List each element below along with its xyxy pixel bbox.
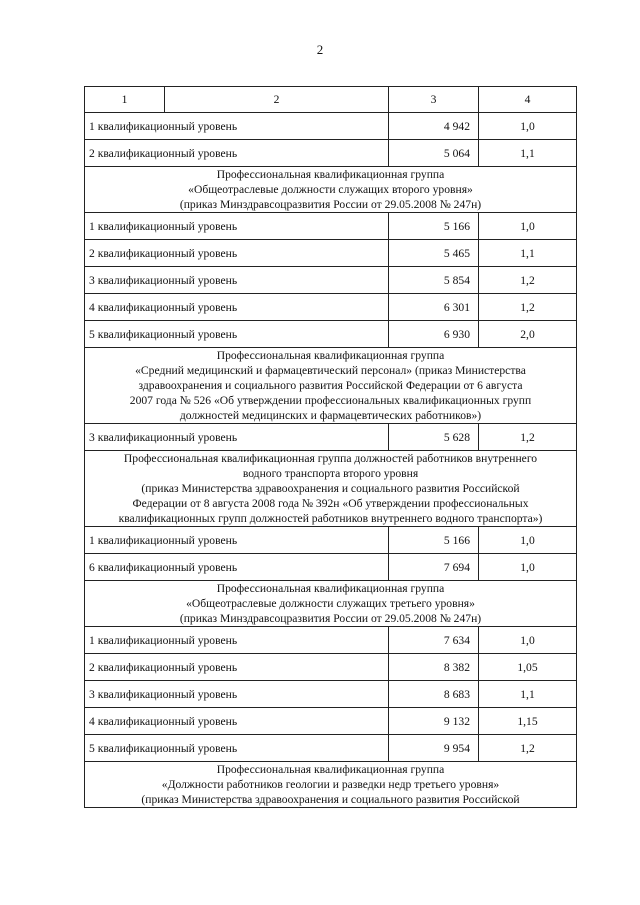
level-cell: 2 квалификационный уровень (85, 654, 389, 681)
coefficient-cell: 1,2 (479, 424, 577, 451)
group-header-line: (приказ Министерства здравоохранения и социального развития Российской (141, 793, 520, 806)
level-cell: 4 квалификационный уровень (85, 708, 389, 735)
salary-cell: 8 382 (389, 654, 479, 681)
table-body (85, 87, 577, 808)
salary-cell: 9 132 (389, 708, 479, 735)
group-header-row (85, 762, 577, 808)
header-cell-1: 1 (85, 87, 165, 113)
group-header-cell (85, 451, 577, 527)
table-row (85, 654, 577, 681)
group-header-line: «Общеотраслевые должности служащих второго уровня» (188, 183, 473, 196)
level-cell: 1 квалификационный уровень (85, 527, 389, 554)
salary-table (84, 86, 577, 808)
table-row (85, 240, 577, 267)
group-header-line: Профессиональная квалификационная группа (216, 763, 445, 776)
salary-cell: 5 628 (389, 424, 479, 451)
coefficient-cell: 2,0 (479, 321, 577, 348)
table-row (85, 140, 577, 167)
group-header-row (85, 451, 577, 527)
table-row (85, 321, 577, 348)
salary-cell: 7 634 (389, 627, 479, 654)
group-header-line: Профессиональная квалификационная группа должностей работников внутреннего (123, 452, 538, 465)
group-header-line: Профессиональная квалификационная группа (216, 168, 445, 181)
table-row (85, 681, 577, 708)
table-row (85, 627, 577, 654)
coefficient-cell: 1,1 (479, 240, 577, 267)
level-cell: 1 квалификационный уровень (85, 113, 389, 140)
table-row (85, 554, 577, 581)
salary-cell: 6 301 (389, 294, 479, 321)
table-row (85, 213, 577, 240)
coefficient-cell: 1,0 (479, 213, 577, 240)
group-header-line: квалификационных групп должностей работников внутреннего водного транспорта») (118, 512, 543, 525)
coefficient-cell: 1,2 (479, 735, 577, 762)
group-header-line: здравоохранения и социального развития Российской Федерации от 6 августа (138, 379, 523, 392)
table-row (85, 735, 577, 762)
level-cell: 2 квалификационный уровень (85, 240, 389, 267)
group-header-row (85, 348, 577, 424)
group-header-line: «Общеотраслевые должности служащих третьего уровня» (186, 597, 475, 610)
level-cell: 3 квалификационный уровень (85, 267, 389, 294)
coefficient-cell: 1,0 (479, 113, 577, 140)
coefficient-cell: 1,0 (479, 554, 577, 581)
header-cell-3: 3 (389, 87, 479, 113)
table-row (85, 708, 577, 735)
coefficient-cell: 1,1 (479, 140, 577, 167)
group-header-line: «Средний медицинский и фармацевтический персонал» (приказ Министерства (135, 364, 526, 377)
group-header-line: Профессиональная квалификационная группа (216, 349, 445, 362)
group-header-cell (85, 348, 577, 424)
level-cell: 3 квалификационный уровень (85, 424, 389, 451)
table-row (85, 527, 577, 554)
coefficient-cell: 1,0 (479, 527, 577, 554)
group-header-line: Федерации от 8 августа 2008 года № 392н «Об утверждении профессиональных (132, 497, 529, 510)
group-header-cell (85, 167, 577, 213)
header-cell-4: 4 (479, 87, 577, 113)
salary-cell: 5 166 (389, 527, 479, 554)
table-row (85, 424, 577, 451)
group-header-line: (приказ Министерства здравоохранения и социального развития Российской (141, 482, 520, 495)
salary-cell: 5 465 (389, 240, 479, 267)
header-row (85, 87, 577, 113)
group-header-line: (приказ Минздравсоцразвития России от 29.05.2008 № 247н) (179, 612, 482, 625)
level-cell: 3 квалификационный уровень (85, 681, 389, 708)
group-header-row (85, 581, 577, 627)
coefficient-cell: 1,2 (479, 294, 577, 321)
coefficient-cell: 1,1 (479, 681, 577, 708)
level-cell: 1 квалификационный уровень (85, 213, 389, 240)
coefficient-cell: 1,05 (479, 654, 577, 681)
salary-cell: 4 942 (389, 113, 479, 140)
table-row (85, 113, 577, 140)
table-row (85, 267, 577, 294)
salary-cell: 8 683 (389, 681, 479, 708)
group-header-cell (85, 581, 577, 627)
level-cell: 5 квалификационный уровень (85, 735, 389, 762)
level-cell: 1 квалификационный уровень (85, 627, 389, 654)
page-number: 2 (316, 42, 324, 57)
group-header-line: «Должности работников геологии и разведки недр третьего уровня» (161, 778, 500, 791)
salary-cell: 5 166 (389, 213, 479, 240)
table-row (85, 294, 577, 321)
coefficient-cell: 1,2 (479, 267, 577, 294)
salary-cell: 9 954 (389, 735, 479, 762)
group-header-line: Профессиональная квалификационная группа (216, 582, 445, 595)
salary-cell: 7 694 (389, 554, 479, 581)
level-cell: 2 квалификационный уровень (85, 140, 389, 167)
level-cell: 5 квалификационный уровень (85, 321, 389, 348)
level-cell: 4 квалификационный уровень (85, 294, 389, 321)
group-header-cell (85, 762, 577, 808)
salary-cell: 5 064 (389, 140, 479, 167)
group-header-line: 2007 года № 526 «Об утверждении профессиональных квалификационных групп (129, 394, 532, 407)
group-header-line: водного транспорта второго уровня (242, 467, 419, 480)
group-header-line: (приказ Минздравсоцразвития России от 29.05.2008 № 247н) (179, 198, 482, 211)
salary-cell: 6 930 (389, 321, 479, 348)
coefficient-cell: 1,0 (479, 627, 577, 654)
salary-cell: 5 854 (389, 267, 479, 294)
group-header-row (85, 167, 577, 213)
group-header-line: должностей медицинских и фармацевтических работников») (179, 409, 482, 422)
level-cell: 6 квалификационный уровень (85, 554, 389, 581)
coefficient-cell: 1,15 (479, 708, 577, 735)
header-cell-2: 2 (165, 87, 389, 113)
